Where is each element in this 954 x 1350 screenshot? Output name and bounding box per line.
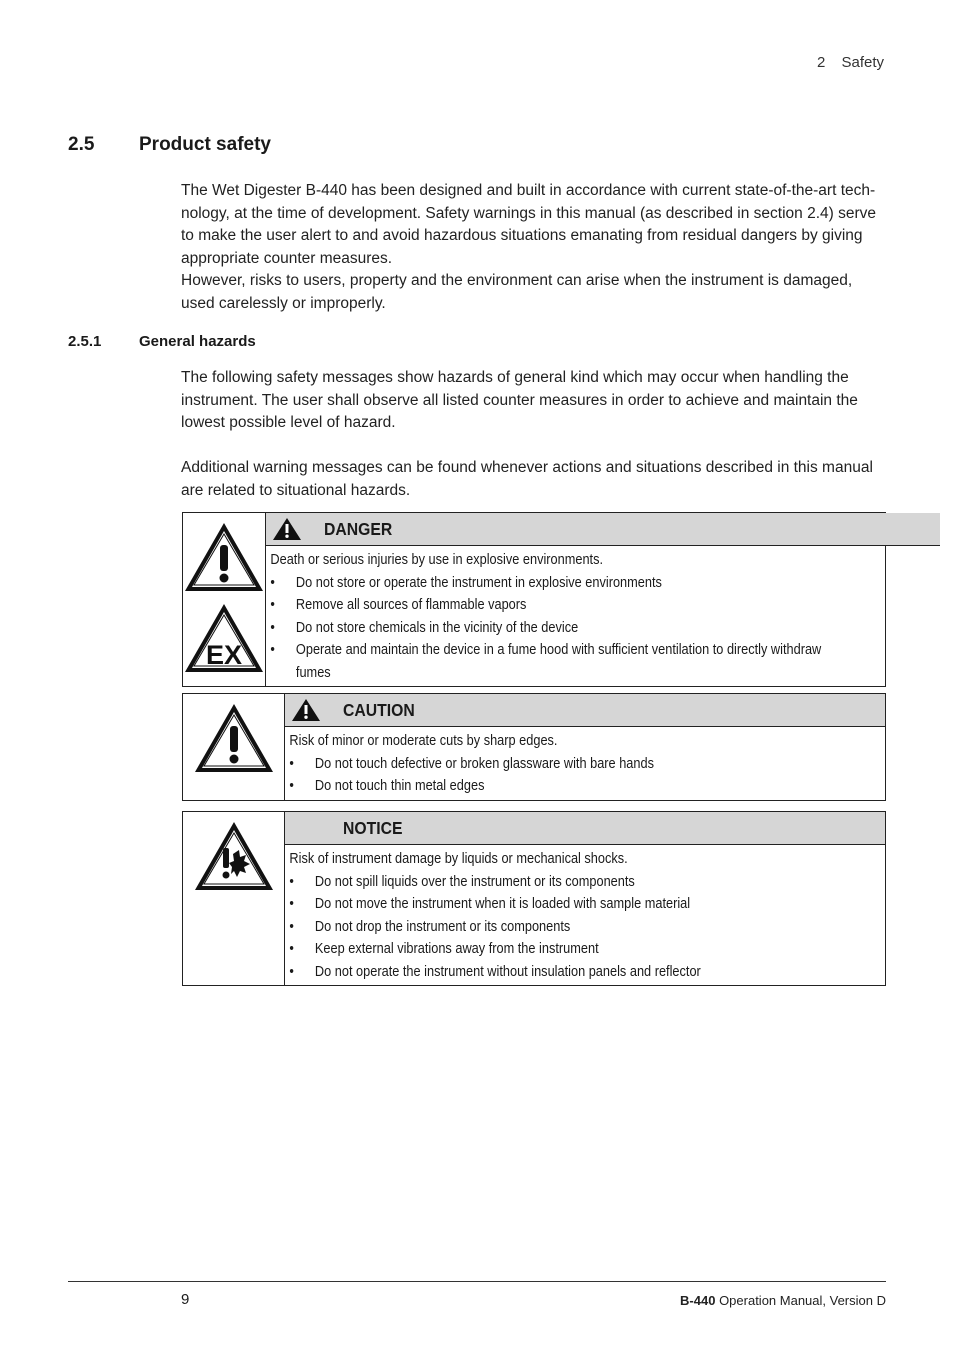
notice-content [285,812,885,985]
page-number: 9 [181,1291,190,1308]
general-paragraph: The following safety messages show hazards of general kind which may occur when handling the instrument. The user shall observe all listed counter measures in order to achieve and maintain the lowest possible level of hazard. [181,369,858,431]
caution-content [285,694,885,800]
list-item: • Do not touch thin metal edges [289,775,813,798]
notice-header [285,812,885,845]
notice-icon-column [183,812,285,985]
footer-model: B-440 [680,1293,716,1308]
caution-measures [285,753,813,798]
danger-message [182,512,886,687]
intro-paragraph: The Wet Digester B-440 has been designed and built in accordance with current state-of-the-art tech-nology, at the time of development. Safety warnings in this manual (as described in section 2.4) serve to make the user alert to and avoid hazardous situations emanating from residual dangers by giving appropriate counter measures. [181,182,876,267]
subsection-title: General hazards [139,333,256,350]
danger-measures [266,572,859,685]
ex-label: EX [205,640,243,670]
danger-hazard: Death or serious injuries by use in explosive environments. [270,552,604,568]
footer-doc-info [680,1293,886,1308]
danger-header-icon [270,517,304,541]
intro-paragraph: However, risks to users, property and the environment can arise when the instrument is damaged, used carelessly or improperly. [181,272,853,312]
caution-signal-word: CAUTION [343,699,415,720]
danger-content [266,513,940,686]
page-header [817,54,884,71]
footer-divider [68,1281,886,1282]
notice-message [182,811,886,986]
notice-measures [285,871,813,984]
danger-icon-column [183,513,266,686]
danger-header [266,513,940,546]
footer-doc-title: Operation Manual, Version D [719,1293,886,1308]
general-text [181,367,887,502]
list-item: • Do not store or operate the instrument in explosive environments [270,572,859,595]
list-item: • Do not spill liquids over the instrument or its components [289,871,813,894]
caution-header [285,694,885,727]
list-item: • Keep external vibrations away from the instrument [289,938,813,961]
caution-hazard: Risk of minor or moderate cuts by sharp edges. [289,733,558,749]
danger-signal-word: DANGER [324,518,393,539]
explosive-atmosphere-icon [183,602,265,679]
notice-signal-word: NOTICE [343,817,403,838]
warning-triangle-icon [193,702,275,779]
chapter-title: Safety [841,54,884,71]
caution-header-icon [289,698,323,722]
notice-hazard: Risk of instrument damage by liquids or mechanical shocks. [289,851,628,867]
caution-message [182,693,886,801]
list-item: • Do not store chemicals in the vicinity of the device [270,617,859,640]
caution-icon-column [183,694,285,800]
list-item: • Remove all sources of flammable vapors [270,594,859,617]
list-item: • Do not drop the instrument or its components [289,916,813,939]
list-item: • Do not operate the instrument without insulation panels and reflector [289,961,813,984]
subsection-number: 2.5.1 [68,333,102,350]
section-number: 2.5 [68,134,95,155]
intro-text [181,180,887,315]
list-item: • Do not move the instrument when it is loaded with sample material [289,893,813,916]
chapter-number: 2 [816,54,826,71]
list-item: • Do not touch defective or broken glassware with bare hands [289,753,813,776]
instrument-damage-icon [193,820,275,897]
section-title: Product safety [139,134,271,155]
warning-triangle-icon [183,521,265,598]
general-paragraph: Additional warning messages can be found whenever actions and situations described in this manual are related to situational hazards. [181,459,873,499]
list-item: • Operate and maintain the device in a fume hood with sufficient ventilation to directly withdraw fumes [270,639,859,684]
